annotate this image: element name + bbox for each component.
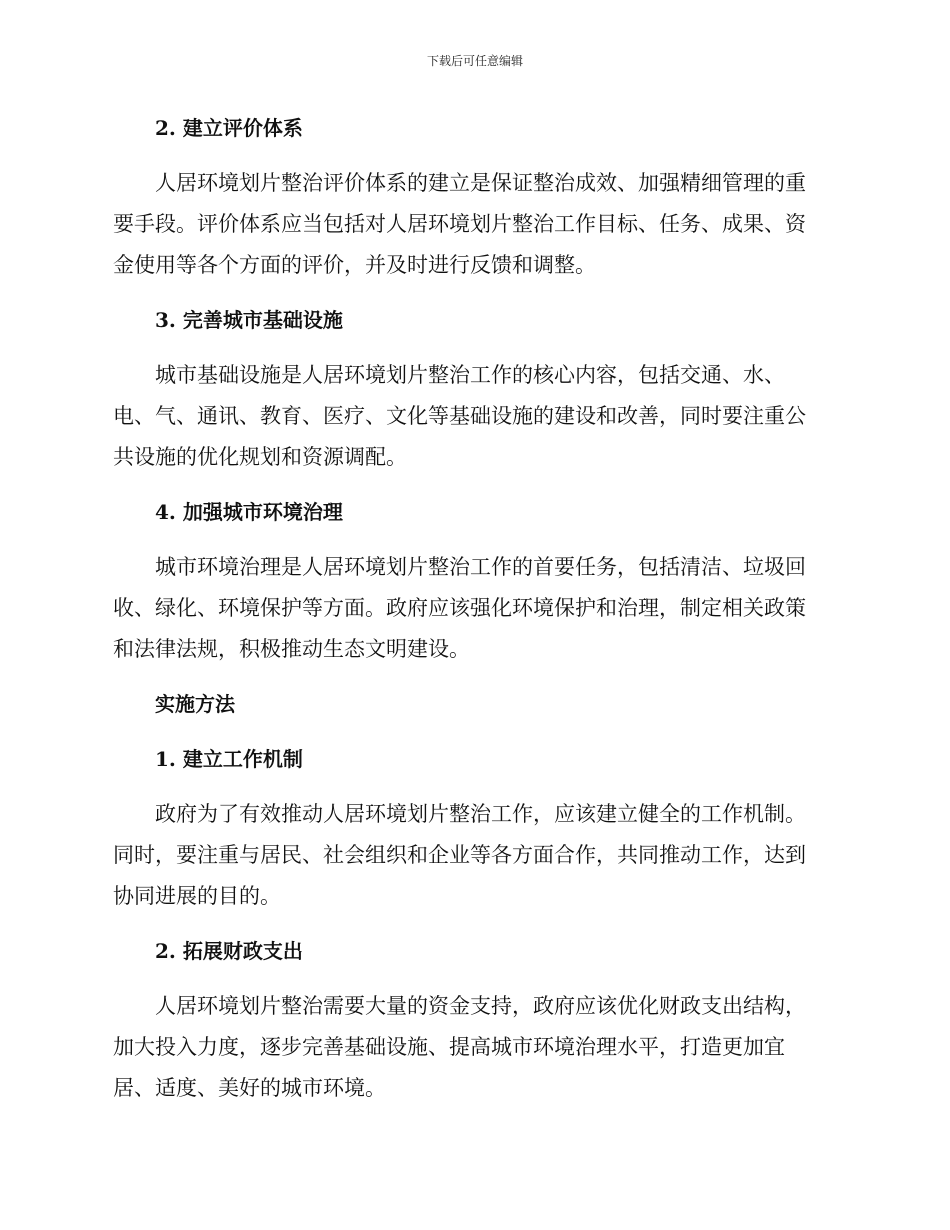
section-heading: 4. 加强城市环境治理: [155, 500, 343, 524]
paragraph: [113, 547, 833, 670]
paragraph-line: 电、气、通讯、教育、医疗、文化等基础设施的建设和改善，同时要注重公: [113, 404, 806, 428]
document-body: [113, 108, 833, 1123]
paragraph-line: 居、适度、美好的城市环境。: [113, 1076, 386, 1100]
paragraph-line: 收、绿化、环境保护等方面。政府应该强化环境保护和治理，制定相关政策: [113, 596, 806, 620]
paragraph-line: 同时，要注重与居民、社会组织和企业等各方面合作，共同推动工作，达到: [113, 843, 806, 867]
paragraph-line: 协同进展的目的。: [113, 884, 281, 908]
section-heading: 2. 建立评价体系: [155, 116, 303, 140]
paragraph: [113, 794, 833, 917]
paragraph-line: 政府为了有效推动人居环境划片整治工作，应该建立健全的工作机制。: [155, 802, 806, 826]
section-heading: 2. 拓展财政支出: [155, 939, 303, 963]
paragraph-line: 要手段。评价体系应当包括对人居环境划片整治工作目标、任务、成果、资: [113, 212, 806, 236]
paragraph-line: 城市环境治理是人居环境划片整治工作的首要任务，包括清洁、垃圾回: [155, 555, 806, 579]
paragraph-line: 和法律法规，积极推动生态文明建设。: [113, 637, 470, 661]
page-header: 下载后可任意编辑: [426, 54, 523, 68]
paragraph-line: 人居环境划片整治评价体系的建立是保证整治成效、加强精细管理的重: [155, 171, 806, 195]
paragraph-line: 人居环境划片整治需要大量的资金支持，政府应该优化财政支出结构，: [155, 994, 806, 1018]
section-heading: 实施方法: [155, 692, 235, 716]
section-heading: 3. 完善城市基础设施: [155, 308, 343, 332]
paragraph-line: 城市基础设施是人居环境划片整治工作的核心内容，包括交通、水、: [155, 363, 785, 387]
paragraph: [113, 355, 833, 478]
section-heading: 1. 建立工作机制: [155, 747, 303, 771]
paragraph: [113, 163, 833, 286]
paragraph-line: 共设施的优化规划和资源调配。: [113, 445, 407, 469]
paragraph-line: 加大投入力度，逐步完善基础设施、提高城市环境治理水平，打造更加宜: [113, 1035, 785, 1059]
paragraph-line: 金使用等各个方面的评价，并及时进行反馈和调整。: [113, 253, 596, 277]
paragraph: [113, 986, 833, 1109]
